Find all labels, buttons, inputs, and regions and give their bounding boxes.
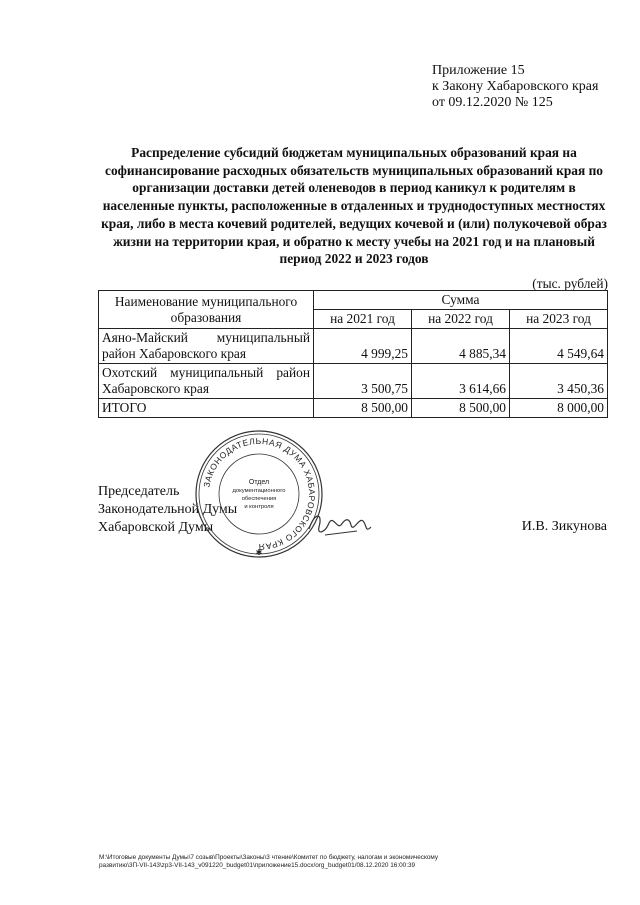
signatory-line-2: Законодательной Думы	[98, 502, 238, 517]
row-value-2022: 3 614,66	[412, 364, 510, 399]
table-header-row	[99, 291, 608, 310]
subsidy-table	[98, 290, 608, 418]
stamp-center-line-1: Отдел	[248, 479, 270, 486]
appendix-number: Приложение 15	[432, 63, 525, 78]
row-name: Аяно-Майский муниципальный район Хабаровского края	[99, 329, 314, 364]
document-title: Распределение субсидий бюджетам муниципальных образований края на софинансирование расходных обязательств муниципальных образований края по организации доставки детей оленеводов в период каникул к родителям в населенные пункты, расположенные в отдаленных и труднодоступных местностях края, либо в места кочевий родителей, ведущих кочевой и (или) полукочевой образ жизни на территории края, и обратно к месту учебы на 2021 год и на плановый период 2022 и 2023 годов	[101, 145, 607, 267]
table-row	[99, 364, 608, 399]
stamp-star-icon: ✱	[255, 548, 263, 557]
units-label: (тыс. рублей)	[532, 276, 608, 291]
signatory-line-1: Председатель	[98, 484, 180, 499]
header-year-2021: на 2021 год	[314, 310, 412, 329]
total-value-2021: 8 500,00	[314, 399, 412, 418]
total-label: ИТОГО	[99, 399, 314, 418]
header-sum: Сумма	[314, 291, 608, 310]
stamp-center-line-4: и контроля	[244, 504, 274, 510]
row-value-2022: 4 885,34	[412, 329, 510, 364]
file-path-footer	[99, 854, 609, 870]
row-value-2023: 4 549,64	[510, 329, 608, 364]
row-name: Охотский муниципальный район Хабаровского края	[99, 364, 314, 399]
stamp-center-line-2: документационного	[232, 488, 286, 494]
stamp-center-line-3: обеспечения	[241, 496, 277, 502]
row-value-2023: 3 450,36	[510, 364, 608, 399]
footer-line-2: развитию\3П-VII-143\zp3-VII-143_v091220_budget01\приложение15.docx/org_budget01/08.12.2020 16:00:39	[99, 862, 416, 869]
appendix-law: к Закону Хабаровского края	[432, 79, 599, 94]
stamp-ring-text: ЗАКОНОДАТЕЛЬНАЯ ДУМА ХАБАРОВСКОГО КРАЯ	[201, 435, 318, 553]
total-value-2022: 8 500,00	[412, 399, 510, 418]
header-name: Наименование муниципального образования	[99, 291, 314, 329]
signatory-line-3: Хабаровской Думы	[98, 520, 214, 535]
official-stamp	[193, 428, 325, 560]
appendix-header	[432, 63, 598, 111]
row-value-2021: 4 999,25	[314, 329, 412, 364]
header-year-2023: на 2023 год	[510, 310, 608, 329]
signer-name: И.В. Зикунова	[521, 519, 607, 534]
table-row	[99, 329, 608, 364]
total-value-2023: 8 000,00	[510, 399, 608, 418]
header-year-2022: на 2022 год	[412, 310, 510, 329]
footer-line-1: M:\Итоговые документы Думы\7 созыв\Проекты\Законы\3 чтение\Комитет по бюджету, налогам и экономическому	[99, 854, 439, 861]
total-row	[99, 399, 608, 418]
row-value-2021: 3 500,75	[314, 364, 412, 399]
appendix-date: от 09.12.2020 № 125	[432, 95, 553, 110]
